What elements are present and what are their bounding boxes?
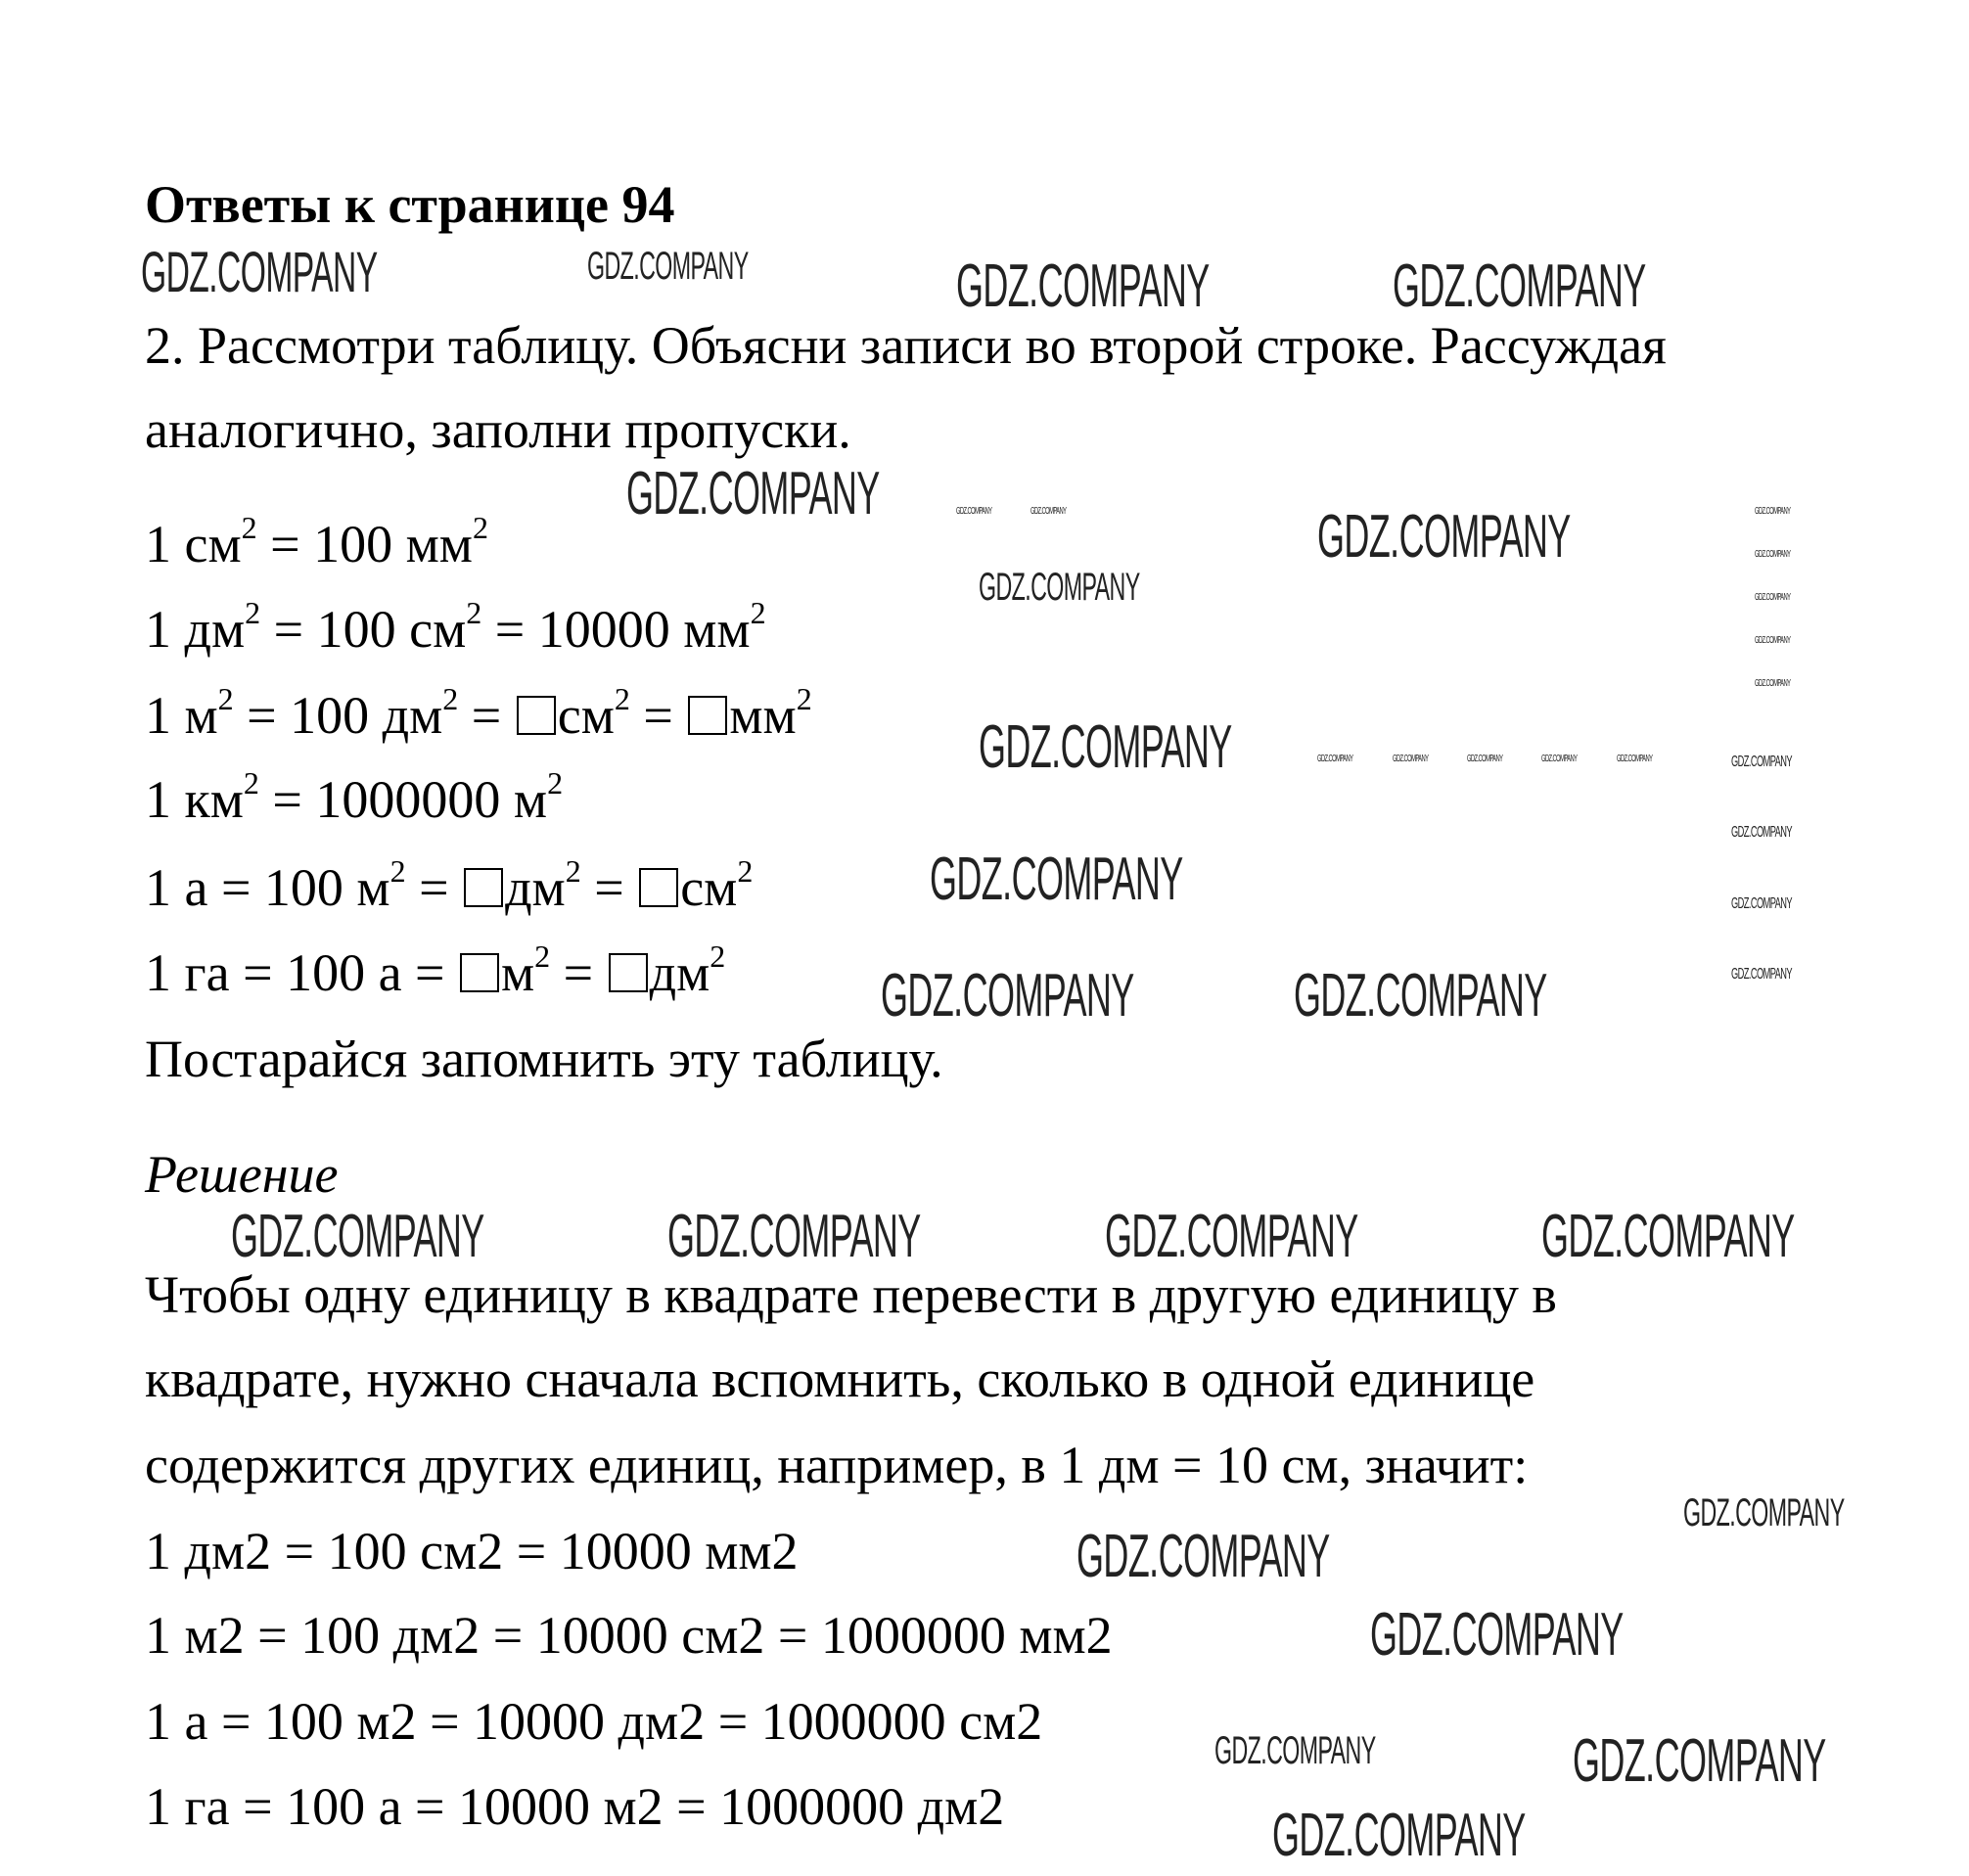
formula-part: см: [557, 686, 615, 745]
formula-row-2: [145, 595, 766, 659]
formula-row-3: [145, 681, 812, 745]
blank-box: [688, 696, 727, 735]
watermark-text: GDZ.COMPANY: [1393, 754, 1429, 764]
solution-paragraph-line-1: Чтобы одну единицу в квадрате перевести в другую единицу в: [145, 1265, 1557, 1324]
watermark-text: GDZ.COMPANY: [1030, 506, 1067, 517]
blank-box: [464, 868, 503, 907]
exponent: 2: [241, 510, 257, 545]
answer-line-4: 1 га = 100 а = 10000 м2 = 1000000 дм2: [145, 1777, 1005, 1836]
watermark-text: GDZ.COMPANY: [1272, 1802, 1526, 1869]
watermark-text: GDZ.COMPANY: [1731, 966, 1793, 983]
watermark-text: GDZ.COMPANY: [231, 1203, 484, 1270]
formula-part: 1 см: [145, 515, 242, 573]
watermark-text: GDZ.COMPANY: [141, 241, 378, 304]
formula-part: 1 км: [145, 770, 244, 829]
watermark-text: GDZ.COMPANY: [1317, 754, 1353, 764]
watermark-text: GDZ.COMPANY: [1731, 895, 1793, 912]
exponent: 2: [442, 681, 459, 716]
formula-row-5: [145, 853, 754, 917]
watermark-text: GDZ.COMPANY: [979, 566, 1140, 609]
exponent: 2: [547, 765, 564, 801]
watermark-text: GDZ.COMPANY: [1731, 754, 1793, 770]
formula-part: = 1000000 м: [258, 770, 548, 829]
exponent: 2: [534, 938, 551, 974]
answer-line-1: 1 дм2 = 100 см2 = 10000 мм2: [145, 1522, 799, 1580]
formula-part: =: [458, 686, 515, 745]
watermark-text: GDZ.COMPANY: [1317, 503, 1571, 571]
watermark-text: GDZ.COMPANY: [1755, 592, 1791, 603]
formula-part: =: [629, 686, 687, 745]
watermark-text: GDZ.COMPANY: [1214, 1729, 1376, 1772]
exponent: 2: [472, 510, 488, 545]
watermark-text: GDZ.COMPANY: [1573, 1727, 1826, 1795]
formula-part: дм: [649, 943, 710, 1002]
blank-box: [609, 953, 648, 992]
formula-part: 1 га = 100 а =: [145, 943, 458, 1002]
solution-paragraph-line-2: квадрате, нужно сначала вспомнить, сколько в одной единице: [145, 1350, 1535, 1408]
watermark-text: GDZ.COMPANY: [1541, 1203, 1795, 1270]
task-text-line-1: 2. Рассмотри таблицу. Объясни записи во второй строке. Рассуждая: [145, 316, 1667, 375]
exponent: 2: [217, 681, 234, 716]
formula-part: = 100 дм: [233, 686, 443, 745]
formula-part: =: [405, 858, 463, 917]
solution-paragraph-line-3: содержится других единиц, например, в 1 дм = 10 см, значит:: [145, 1436, 1529, 1494]
formula-row-1: [145, 510, 488, 573]
exponent: 2: [245, 595, 261, 630]
watermark-text: GDZ.COMPANY: [1541, 754, 1578, 764]
watermark-text: GDZ.COMPANY: [1755, 549, 1791, 560]
blank-box: [639, 868, 678, 907]
watermark-text: GDZ.COMPANY: [1076, 1523, 1330, 1590]
watermark-text: GDZ.COMPANY: [930, 846, 1183, 913]
formula-part: = 100 мм: [256, 515, 473, 573]
page-title: Ответы к странице 94: [145, 175, 675, 234]
watermark-text: GDZ.COMPANY: [1294, 962, 1547, 1030]
exponent: 2: [243, 765, 259, 801]
formula-part: 1 м: [145, 686, 218, 745]
watermark-text: GDZ.COMPANY: [1370, 1601, 1624, 1669]
watermark-text: GDZ.COMPANY: [587, 245, 749, 288]
formula-part: = 10000 мм: [481, 600, 751, 659]
watermark-text: GDZ.COMPANY: [1755, 506, 1791, 517]
answer-line-3: 1 а = 100 м2 = 10000 дм2 = 1000000 см2: [145, 1692, 1043, 1751]
formula-part: 1 дм: [145, 600, 246, 659]
exponent: 2: [389, 853, 406, 889]
watermark-text: GDZ.COMPANY: [1467, 754, 1503, 764]
task-text-line-2: аналогично, заполни пропуски.: [145, 400, 851, 459]
watermark-text: GDZ.COMPANY: [881, 962, 1134, 1030]
exponent: 2: [796, 681, 812, 716]
formula-part: см: [680, 858, 738, 917]
exponent: 2: [710, 938, 726, 974]
exponent: 2: [750, 595, 766, 630]
exponent: 2: [737, 853, 754, 889]
formula-row-4: [145, 765, 564, 829]
closing-text: Постарайся запомнить эту таблицу.: [145, 1030, 943, 1088]
formula-part: = 100 см: [260, 600, 467, 659]
formula-part: мм: [729, 686, 797, 745]
watermark-text: GDZ.COMPANY: [667, 1203, 921, 1270]
exponent: 2: [614, 681, 630, 716]
watermark-text: GDZ.COMPANY: [1683, 1491, 1845, 1534]
blank-box: [517, 696, 556, 735]
formula-part: дм: [505, 858, 566, 917]
watermark-text: GDZ.COMPANY: [1731, 824, 1793, 841]
exponent: 2: [466, 595, 482, 630]
formula-part: =: [580, 858, 638, 917]
blank-box: [460, 953, 499, 992]
formula-part: м: [501, 943, 535, 1002]
watermark-text: GDZ.COMPANY: [1755, 635, 1791, 646]
watermark-text: GDZ.COMPANY: [1755, 678, 1791, 689]
watermark-text: GDZ.COMPANY: [1393, 252, 1646, 320]
watermark-text: GDZ.COMPANY: [1105, 1203, 1358, 1270]
formula-row-6: [145, 938, 726, 1002]
solution-heading: Решение: [145, 1145, 339, 1204]
watermark-text: GDZ.COMPANY: [979, 713, 1232, 781]
watermark-text: GDZ.COMPANY: [1617, 754, 1653, 764]
watermark-text: GDZ.COMPANY: [956, 252, 1210, 320]
formula-part: 1 а = 100 м: [145, 858, 390, 917]
watermark-text: GDZ.COMPANY: [626, 460, 880, 527]
formula-part: =: [550, 943, 607, 1002]
answer-line-2: 1 м2 = 100 дм2 = 10000 см2 = 1000000 мм2: [145, 1606, 1113, 1665]
watermark-text: GDZ.COMPANY: [956, 506, 992, 517]
exponent: 2: [565, 853, 581, 889]
